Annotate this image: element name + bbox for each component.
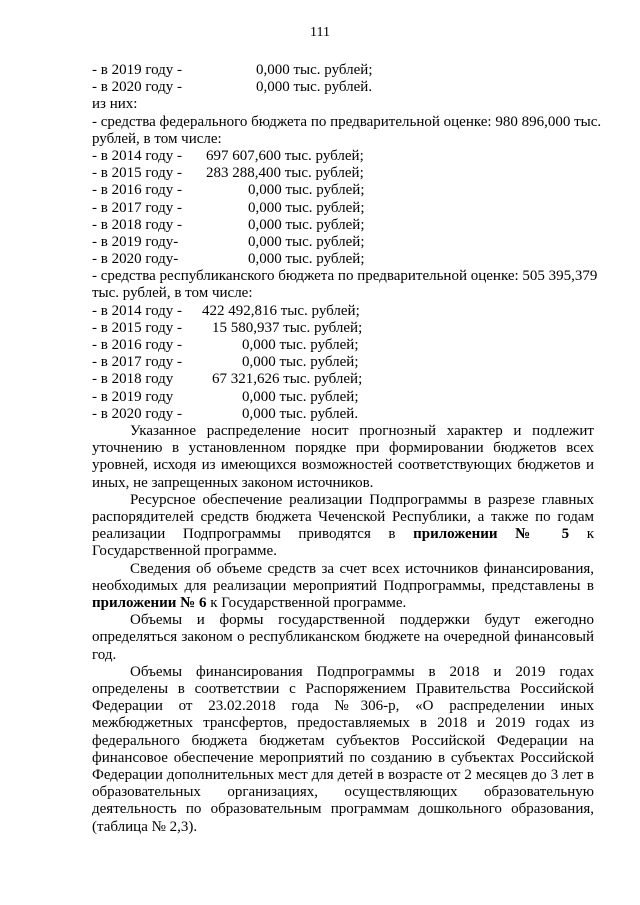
year-label: - в 2014 году - <box>92 147 183 164</box>
year-label: - в 2014 году - <box>92 302 183 319</box>
republic-year-line <box>92 320 594 337</box>
paragraph-text: к Государственной программе. <box>206 594 407 611</box>
year-label: - в 2019 году <box>92 388 174 405</box>
iz-nih-line <box>92 96 594 113</box>
year-line <box>92 62 594 79</box>
year-amount: 0,000 тыс. рублей; <box>242 337 359 353</box>
year-amount: 0,000 тыс. рублей; <box>248 233 365 250</box>
page-number: 111 <box>310 25 330 40</box>
paragraph-forecast: Указанное распределение носит прогнозный характер и подлежит уточнению в установленном порядке при формировании бюджетов всех уровней, исходя из имеющихся возможностей соответствующих бюджетов и иных, не запрещенных законом источников. <box>92 422 594 491</box>
iz-nih-text: из них: <box>92 96 138 113</box>
republic-year-line <box>92 371 594 388</box>
year-amount: 0,000 тыс. рублей; <box>248 216 365 233</box>
year-amount: 67 321,626 тыс. рублей; <box>212 371 363 388</box>
federal-year-line <box>92 165 594 182</box>
year-amount: 0,000 тыс. рублей. <box>242 405 359 422</box>
year-amount: 422 492,816 тыс. рублей; <box>202 302 360 319</box>
year-label: - в 2015 году - <box>92 319 183 336</box>
republic-year-line <box>92 406 594 423</box>
federal-intro-line-1 <box>92 113 602 131</box>
paragraph-resources <box>92 492 594 561</box>
paragraph-financing: Объемы финансирования Подпрограммы в 2018 и 2019 годах определены в соответствии с Распоряжением Правительства Российской Федерации от 23.02.2018 года №306-р, «О распределении иных межбюджетных трансфертов, предоставляемых в 2018 и 2019 годах из федерального бюджета бюджетам субъектов Российской Федерации на финансовое обеспечение мероприятий по созданию в субъектах Российской Федерации дополнительных мест для детей в возрасте от 2 месяцев до 3 лет в образовательных организациях, осуществляющих образовательную деятельность по образовательным программам дошкольного образования, (таблица № 2,3). <box>92 663 594 835</box>
year-amount: 0,000 тыс. рублей; <box>242 388 359 405</box>
year-amount: 15 580,937 тыс. рублей; <box>212 319 363 336</box>
year-amount: 283 288,400 тыс. рублей; <box>206 165 364 182</box>
republic-year-line <box>92 354 594 371</box>
federal-intro-text: - средства федерального бюджета по предварительной оценке: 980 896,000 тыс. <box>92 113 602 130</box>
year-label: - в 2017 году - <box>92 199 183 216</box>
republic-intro-text: тыс. рублей, в том числе: <box>92 285 253 302</box>
year-label: - в 2017 году - <box>92 354 183 371</box>
federal-year-line <box>92 148 594 165</box>
year-label: - в 2020 году - <box>92 79 183 96</box>
year-label: - в 2020 году- <box>92 251 179 268</box>
year-line <box>92 79 594 96</box>
republic-year-line <box>92 303 594 320</box>
page-content <box>92 62 602 836</box>
federal-year-line <box>92 200 594 217</box>
appendix-reference: приложении № 5 <box>413 526 570 543</box>
year-amount: 0,000 тыс. рублей; <box>256 62 373 78</box>
federal-year-line <box>92 234 594 251</box>
republic-intro-line-2 <box>92 285 594 302</box>
federal-intro-text: рублей, в том числе: <box>92 130 222 147</box>
body-paragraphs <box>92 423 594 836</box>
paragraph-text: Ресурсное обеспечение реализации Подпрограммы в разрезе главных распорядителей средств бюджета Чеченской Республики, а также по годам реализации Подпрограммы приводятся в <box>92 491 594 543</box>
year-label: - в 2020 году - <box>92 405 183 422</box>
year-label: - в 2018 году <box>92 371 174 388</box>
year-label: - в 2019 году - <box>92 62 183 78</box>
federal-year-line <box>92 182 594 199</box>
republic-year-line <box>92 337 594 354</box>
appendix-reference: приложении № 6 <box>92 594 207 611</box>
year-label: - в 2016 году - <box>92 182 183 199</box>
year-label: - в 2019 году- <box>92 233 179 250</box>
year-amount: 0,000 тыс. рублей; <box>242 354 359 371</box>
year-amount: 0,000 тыс. рублей. <box>256 79 373 96</box>
year-amount: 0,000 тыс. рублей; <box>248 251 365 268</box>
year-amount: 0,000 тыс. рублей; <box>248 199 365 216</box>
year-label: - в 2016 году - <box>92 337 183 353</box>
year-amount: 0,000 тыс. рублей; <box>248 182 365 199</box>
republic-intro-text: - средства республиканского бюджета по предварительной оценке: 505 395,379 <box>92 268 598 285</box>
paragraph-text: к Государственной программе. <box>92 526 594 560</box>
federal-year-line <box>92 217 594 234</box>
year-label: - в 2015 году - <box>92 165 183 182</box>
republic-year-line <box>92 389 594 406</box>
paragraph-text: Сведения об объеме средств за счет всех источников финансирования, необходимых для реализации мероприятий Подпрограммы, представлены в <box>92 560 594 594</box>
year-amount: 697 607,600 тыс. рублей; <box>206 147 364 164</box>
paragraph-support: Объемы и формы государственной поддержки будут ежегодно определяться законом о республиканском бюджете на очередной финансовый год. <box>92 612 594 663</box>
federal-year-line <box>92 251 594 268</box>
republic-intro-line-1 <box>92 268 598 285</box>
year-label: - в 2018 году - <box>92 216 183 233</box>
federal-intro-line-2 <box>92 131 594 148</box>
paragraph-sources <box>92 561 594 613</box>
